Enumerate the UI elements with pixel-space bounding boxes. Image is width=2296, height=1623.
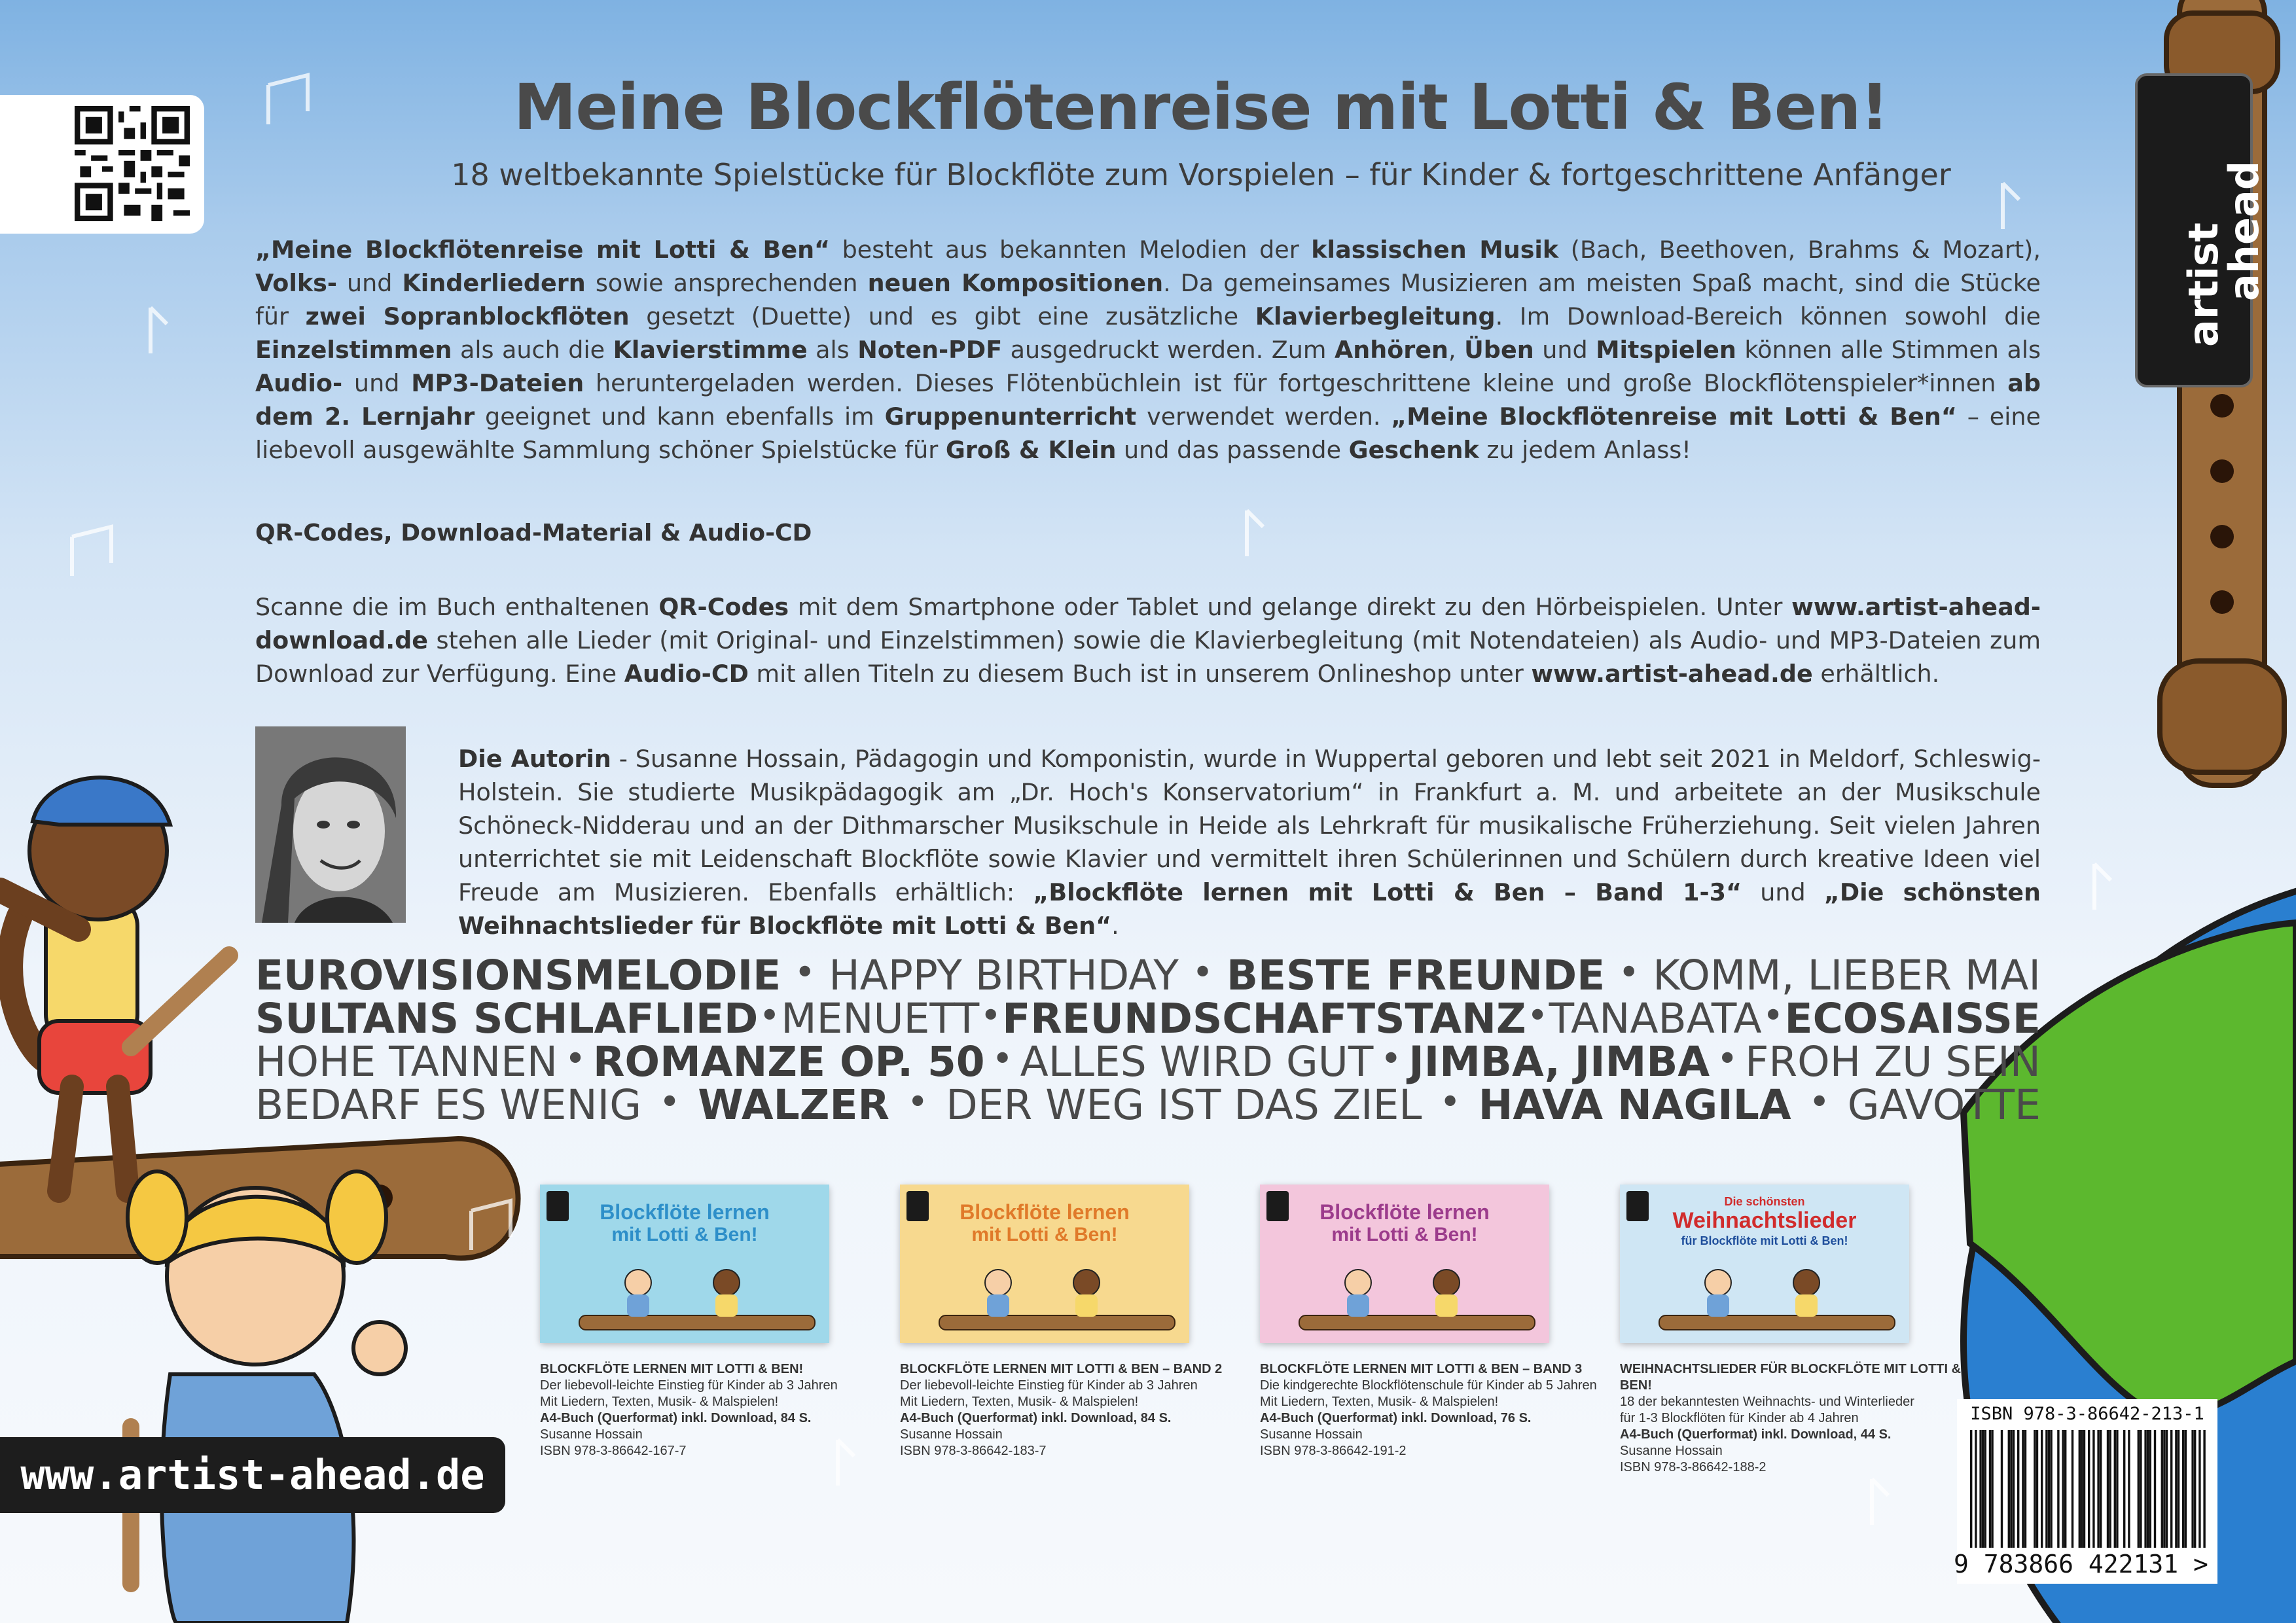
download-paragraph: [255, 590, 2041, 690]
song-title: JIMBA, JIMBA: [1408, 1038, 1710, 1086]
book-info-l3: A4-Buch (Querformat) inkl. Download, 44 S.: [1620, 1427, 1892, 1442]
download-run: erhältlich.: [1812, 660, 1940, 688]
barcode-bar: [2024, 1430, 2026, 1548]
song-separator: •: [1191, 952, 1213, 994]
book-cover[interactable]: [900, 1185, 1189, 1343]
barcode-bar: [2161, 1430, 2163, 1548]
song-separator: •: [992, 1038, 1014, 1080]
download-run: www.artist-ahead-download.de: [255, 593, 2041, 654]
song-title: TANABATA: [1549, 995, 1762, 1043]
song-separator: •: [1808, 1081, 1831, 1124]
barcode-bar: [2092, 1430, 2094, 1548]
intro-run: Kinderliedern: [402, 269, 586, 297]
song-title: FROH ZU SEIN: [1745, 1038, 2041, 1086]
song-separator: •: [1716, 1038, 1738, 1080]
song-line: [255, 1038, 2041, 1086]
book-cover[interactable]: [1260, 1185, 1549, 1343]
intro-run: und: [342, 369, 412, 397]
intro-run: . Da gemeinsames Musizieren am meisten Spaß macht, sind die Stücke für: [255, 269, 2041, 330]
brand-logo-text: [2144, 95, 2268, 357]
song-title: WALZER: [698, 1081, 889, 1129]
intro-run: Geschenk: [1348, 436, 1479, 464]
book-cover-title: Weihnachtslieder: [1672, 1208, 1857, 1233]
barcode-bar: [2036, 1430, 2038, 1548]
intro-run: Groß & Klein: [945, 436, 1117, 464]
book-info-l1: Der liebevoll-leichte Einstieg für Kinder ab 3 Jahren: [900, 1378, 1198, 1393]
barcode-bar: [1970, 1430, 1972, 1548]
intro-run: als: [807, 336, 858, 364]
barcode-bar: [2182, 1430, 2184, 1548]
book-info-l2: Mit Liedern, Texten, Musik- & Malspielen!: [540, 1395, 779, 1409]
barcode-bar: [2166, 1430, 2168, 1548]
book-info-l2: für 1-3 Blockflöten für Kinder ab 4 Jahren: [1620, 1411, 1859, 1425]
song-title: KOMM, LIEBER MAI: [1653, 952, 2041, 999]
barcode-bar: [2198, 1430, 2200, 1548]
song-title: HAPPY BIRTHDAY: [829, 952, 1179, 999]
girl-character: [128, 1171, 406, 1623]
barcode-bar: [1991, 1430, 1993, 1548]
barcode-bar: [2001, 1430, 2003, 1548]
barcode-isbn-label: ISBN 978-3-86642-213-1: [1970, 1404, 2204, 1424]
barcode-bar: [2128, 1430, 2130, 1548]
author-run: Die Autorin: [458, 745, 611, 773]
barcode-bar: [2048, 1430, 2050, 1548]
book-cover[interactable]: [1620, 1185, 1909, 1343]
barcode-bar: [2010, 1430, 2012, 1548]
song-line: [255, 952, 2041, 999]
book-cover-title: Blockflöte lernen: [600, 1200, 770, 1224]
song-title: GAVOTTE: [1847, 1081, 2041, 1129]
author-bio: [458, 742, 2041, 942]
intro-run: . Im Download-Bereich können sowohl die: [1495, 302, 2041, 330]
song-separator: •: [1618, 952, 1640, 994]
book-info-author: Susanne Hossain: [540, 1427, 643, 1442]
barcode-bar: [1989, 1430, 1991, 1548]
barcode-bar: [2144, 1430, 2146, 1548]
qr-heading: QR-Codes, Download-Material & Audio-CD: [255, 520, 812, 546]
intro-run: Anhören: [1334, 336, 1449, 364]
intro-run: besteht aus bekannten Melodien der: [830, 236, 1312, 264]
intro-run: Audio-: [255, 369, 343, 397]
song-title: FREUNDSCHAFTSTANZ: [1002, 995, 1526, 1043]
download-run: stehen alle Lieder (mit Original- und Einzelstimmen) sowie die Klavierbegleitung (mit Notendateien) als Audio- und MP3-Dateien zum Download zur Verfügung. Eine: [255, 626, 2041, 688]
intro-run: Einzelstimmen: [255, 336, 452, 364]
book-info-l3: A4-Buch (Querformat) inkl. Download, 84 S.: [900, 1411, 1172, 1425]
intro-run: und: [337, 269, 403, 297]
author-run: „Die schönsten Weihnachtslieder für Blockflöte mit Lotti & Ben“: [458, 878, 2041, 940]
song-separator: •: [564, 1038, 586, 1080]
barcode-bar: [2072, 1430, 2073, 1548]
intro-run: ausgedruckt werden. Zum: [1002, 336, 1335, 364]
barcode-bar: [2175, 1430, 2177, 1548]
book-info-l2: Mit Liedern, Texten, Musik- & Malspielen!: [1260, 1395, 1499, 1409]
author-run: .: [1111, 912, 1119, 940]
book-info-l1: 18 der bekanntesten Weihnachts- und Winterlieder: [1620, 1395, 1914, 1409]
song-separator: •: [1762, 995, 1784, 1037]
intro-run: Gruppenunterricht: [884, 402, 1137, 431]
intro-run: – eine liebevoll ausgewählte Sammlung schöner Spielstücke für: [255, 402, 2041, 464]
intro-run: Klavierbegleitung: [1255, 302, 1496, 330]
barcode: [1970, 1430, 2206, 1548]
barcode-bar: [2178, 1430, 2179, 1548]
author-run: - Susanne Hossain, Pädagogin und Komponistin, wurde in Wuppertal geboren und lebt seit 2021 in Meldorf, Schleswig-Holstein. Sie studierte Musikpädagogik am „Dr. Hoch's Konservatorium“ in Frankfurt a. M. und arbeitete an der Musikschule Schöneck-Nidderau und an der Dithmarscher Musikschule in Heide als Lehrkraft für musikalische Früherziehung. Seit vielen Jahren unterrichtet sie mit Leidenschaft Blockflöte sowie Klavier und vermittelt ihren Schülerinnen und Schülern durch kreative Ideen viel Freude am Musizieren. Ebenfalls erhältlich:: [458, 745, 2041, 906]
barcode-bar: [2017, 1430, 2019, 1548]
intro-run: heruntergeladen werden. Dieses Flötenbüchlein ist für fortgeschrittene kleine und große Blockflötenspieler*innen: [584, 369, 2008, 397]
song-title: SULTANS SCHLAFLIED: [255, 995, 759, 1043]
intro-run: sowie ansprechenden: [585, 269, 868, 297]
intro-run: Volks-: [255, 269, 337, 297]
download-run: mit dem Smartphone oder Tablet und gelange direkt zu den Hörbeispielen. Unter: [789, 593, 1792, 621]
intro-run: geeignet und kann ebenfalls im: [475, 402, 885, 431]
book-info-l1: Die kindgerechte Blockflötenschule für Kinder ab 5 Jahren: [1260, 1378, 1597, 1393]
song-title: ECOSAISSE: [1784, 995, 2041, 1043]
barcode-bar: [1979, 1430, 1981, 1548]
boy-character: [0, 777, 229, 1191]
book-info-title: BLOCKFLÖTE LERNEN MIT LOTTI & BEN!: [540, 1362, 804, 1376]
song-title: ROMANZE OP. 50: [593, 1038, 985, 1086]
book-cover-title: mit Lotti & Ben!: [1331, 1224, 1478, 1245]
download-run: www.artist-ahead.de: [1531, 660, 1813, 688]
intro-run: klassischen Musik: [1311, 236, 1559, 264]
song-title: EUROVISIONSMELODIE: [255, 952, 781, 999]
song-title: DER WEG IST DAS ZIEL: [946, 1081, 1422, 1129]
barcode-bar: [2149, 1430, 2151, 1548]
book-info: [1260, 1361, 1626, 1459]
book-info-l2: Mit Liedern, Texten, Musik- & Malspielen!: [900, 1395, 1139, 1409]
intro-run: als auch die: [452, 336, 613, 364]
logo-line-1: artist: [2179, 223, 2227, 347]
book-info-isbn: ISBN 978-3-86642-167-7: [540, 1444, 687, 1458]
book-info: [900, 1361, 1266, 1459]
song-separator: •: [1380, 1038, 1402, 1080]
barcode-bar: [2022, 1430, 2024, 1548]
song-separator: •: [794, 952, 816, 994]
author-run: und: [1742, 878, 1824, 906]
barcode-bar: [2107, 1430, 2109, 1548]
intro-run: „Meine Blockflötenreise mit Lotti & Ben“: [255, 236, 831, 264]
logo-line-2: ahead: [2220, 160, 2268, 301]
barcode-bar: [2138, 1430, 2140, 1548]
page-subtitle: 18 weltbekannte Spielstücke für Blockflöte zum Vorspielen – für Kinder & fortgeschrittene Anfänger: [451, 157, 1951, 192]
intro-run: neuen Kompositionen: [867, 269, 1164, 297]
barcode-bar: [2185, 1430, 2187, 1548]
barcode-bar: [2013, 1430, 2015, 1548]
song-separator: •: [1439, 1081, 1462, 1124]
barcode-bar: [2081, 1430, 2083, 1548]
book-info-author: Susanne Hossain: [1620, 1444, 1723, 1458]
song-title: BESTE FREUNDE: [1227, 952, 1605, 999]
song-separator: •: [759, 995, 781, 1037]
book-info: [540, 1361, 906, 1459]
download-run: mit allen Titeln zu diesem Buch ist in unserem Onlineshop unter: [748, 660, 1532, 688]
intro-run: Mitspielen: [1596, 336, 1736, 364]
barcode-bar: [2083, 1430, 2085, 1548]
book-info-isbn: ISBN 978-3-86642-188-2: [1620, 1460, 1767, 1474]
barcode-bar: [2008, 1430, 2010, 1548]
intro-run: Noten-PDF: [857, 336, 1003, 364]
book-cover-title: mit Lotti & Ben!: [971, 1224, 1118, 1245]
book-info-title: BLOCKFLÖTE LERNEN MIT LOTTI & BEN – BAND 3: [1260, 1362, 1583, 1376]
intro-run: und das passende: [1116, 436, 1349, 464]
barcode-bar: [2097, 1430, 2099, 1548]
intro-run: können alle Stimmen als: [1736, 336, 2041, 364]
barcode-bar: [2050, 1430, 2052, 1548]
intro-run: MP3-Dateien: [411, 369, 584, 397]
song-line: [255, 1081, 2041, 1129]
barcode-bar: [2140, 1430, 2142, 1548]
barcode-bar: [2045, 1430, 2047, 1548]
book-info-isbn: ISBN 978-3-86642-191-2: [1260, 1444, 1407, 1458]
book-cover[interactable]: [540, 1185, 829, 1343]
song-title: HAVA NAGILA: [1478, 1081, 1791, 1129]
barcode-bar: [2064, 1430, 2066, 1548]
book-info-l3: A4-Buch (Querformat) inkl. Download, 76 S.: [1260, 1411, 1532, 1425]
book-info-l3: A4-Buch (Querformat) inkl. Download, 84 S.: [540, 1411, 812, 1425]
book-cover-title: Blockflöte lernen: [1319, 1200, 1490, 1224]
song-separator: •: [980, 995, 1002, 1037]
barcode-bar: [1975, 1430, 1977, 1548]
song-title: HOHE TANNEN: [255, 1038, 558, 1086]
song-title: MENUETT: [781, 995, 980, 1043]
book-cover-title: Blockflöte lernen: [960, 1200, 1130, 1224]
book-info-title: WEIHNACHTSLIEDER FÜR BLOCKFLÖTE MIT LOTTI & BEN!: [1620, 1362, 1962, 1393]
song-separator: •: [658, 1081, 681, 1124]
barcode-bar: [1982, 1430, 1984, 1548]
website-link[interactable]: www.artist-ahead.de: [0, 1437, 505, 1513]
book-info-l1: Der liebevoll-leichte Einstieg für Kinder ab 3 Jahren: [540, 1378, 838, 1393]
barcode-bar: [2109, 1430, 2111, 1548]
barcode-bar: [1984, 1430, 1986, 1548]
page-title: Meine Blockflötenreise mit Lotti & Ben!: [513, 71, 1889, 144]
author-run: „Blockflöte lernen mit Lotti & Ben – Band 1-3“: [1033, 878, 1742, 906]
download-run: Audio-CD: [624, 660, 749, 688]
barcode-digits: 9 783866 422131 >: [1954, 1550, 2208, 1578]
barcode-bar: [2088, 1430, 2090, 1548]
author-photo: [255, 726, 406, 923]
song-separator: •: [906, 1081, 929, 1124]
barcode-bar: [2191, 1430, 2193, 1548]
barcode-bar: [2203, 1430, 2205, 1548]
intro-run: gesetzt (Duette) und es gibt eine zusätzliche: [629, 302, 1255, 330]
intro-run: ,: [1448, 336, 1465, 364]
book-info: [1620, 1361, 1986, 1476]
intro-run: Üben: [1464, 336, 1534, 364]
song-line: [255, 995, 2041, 1043]
book-info-title: BLOCKFLÖTE LERNEN MIT LOTTI & BEN – BAND 2: [900, 1362, 1223, 1376]
barcode-bar: [2154, 1430, 2156, 1548]
download-run: Scanne die im Buch enthaltenen: [255, 593, 659, 621]
barcode-bar: [2041, 1430, 2043, 1548]
download-run: QR-Codes: [658, 593, 789, 621]
intro-run: zwei Sopranblockflöten: [305, 302, 630, 330]
barcode-bar: [2034, 1430, 2036, 1548]
intro-run: Klavierstimme: [613, 336, 808, 364]
intro-run: und: [1534, 336, 1596, 364]
qr-code[interactable]: [75, 106, 190, 221]
book-cover-title: Die schönsten: [1724, 1195, 1805, 1208]
barcode-bar: [2147, 1430, 2149, 1548]
barcode-bar: [2114, 1430, 2116, 1548]
song-title: ALLES WIRD GUT: [1020, 1038, 1374, 1086]
book-info-author: Susanne Hossain: [900, 1427, 1003, 1442]
song-separator: •: [1526, 995, 1549, 1037]
barcode-bar: [2123, 1430, 2125, 1548]
book-cover-title: für Blockflöte mit Lotti & Ben!: [1681, 1234, 1848, 1247]
barcode-bar: [2170, 1430, 2172, 1548]
book-info-isbn: ISBN 978-3-86642-183-7: [900, 1444, 1047, 1458]
intro-run: zu jedem Anlass!: [1479, 436, 1691, 464]
intro-run: ab dem 2. Lernjahr: [255, 369, 2041, 431]
barcode-bar: [2057, 1430, 2059, 1548]
song-title: BEDARF ES WENIG: [255, 1081, 642, 1129]
barcode-bar: [2062, 1430, 2064, 1548]
intro-run: (Bach, Beethoven, Brahms & Mozart),: [1558, 236, 2041, 264]
intro-paragraph: [255, 233, 2041, 467]
barcode-bar: [2079, 1430, 2081, 1548]
barcode-bar: [2163, 1430, 2165, 1548]
book-info-author: Susanne Hossain: [1260, 1427, 1363, 1442]
book-cover-title: mit Lotti & Ben!: [611, 1224, 758, 1245]
intro-run: verwendet werden.: [1136, 402, 1391, 431]
barcode-bar: [2116, 1430, 2118, 1548]
intro-run: „Meine Blockflötenreise mit Lotti & Ben“: [1391, 402, 1957, 431]
barcode-bar: [2194, 1430, 2196, 1548]
barcode-bar: [2100, 1430, 2102, 1548]
